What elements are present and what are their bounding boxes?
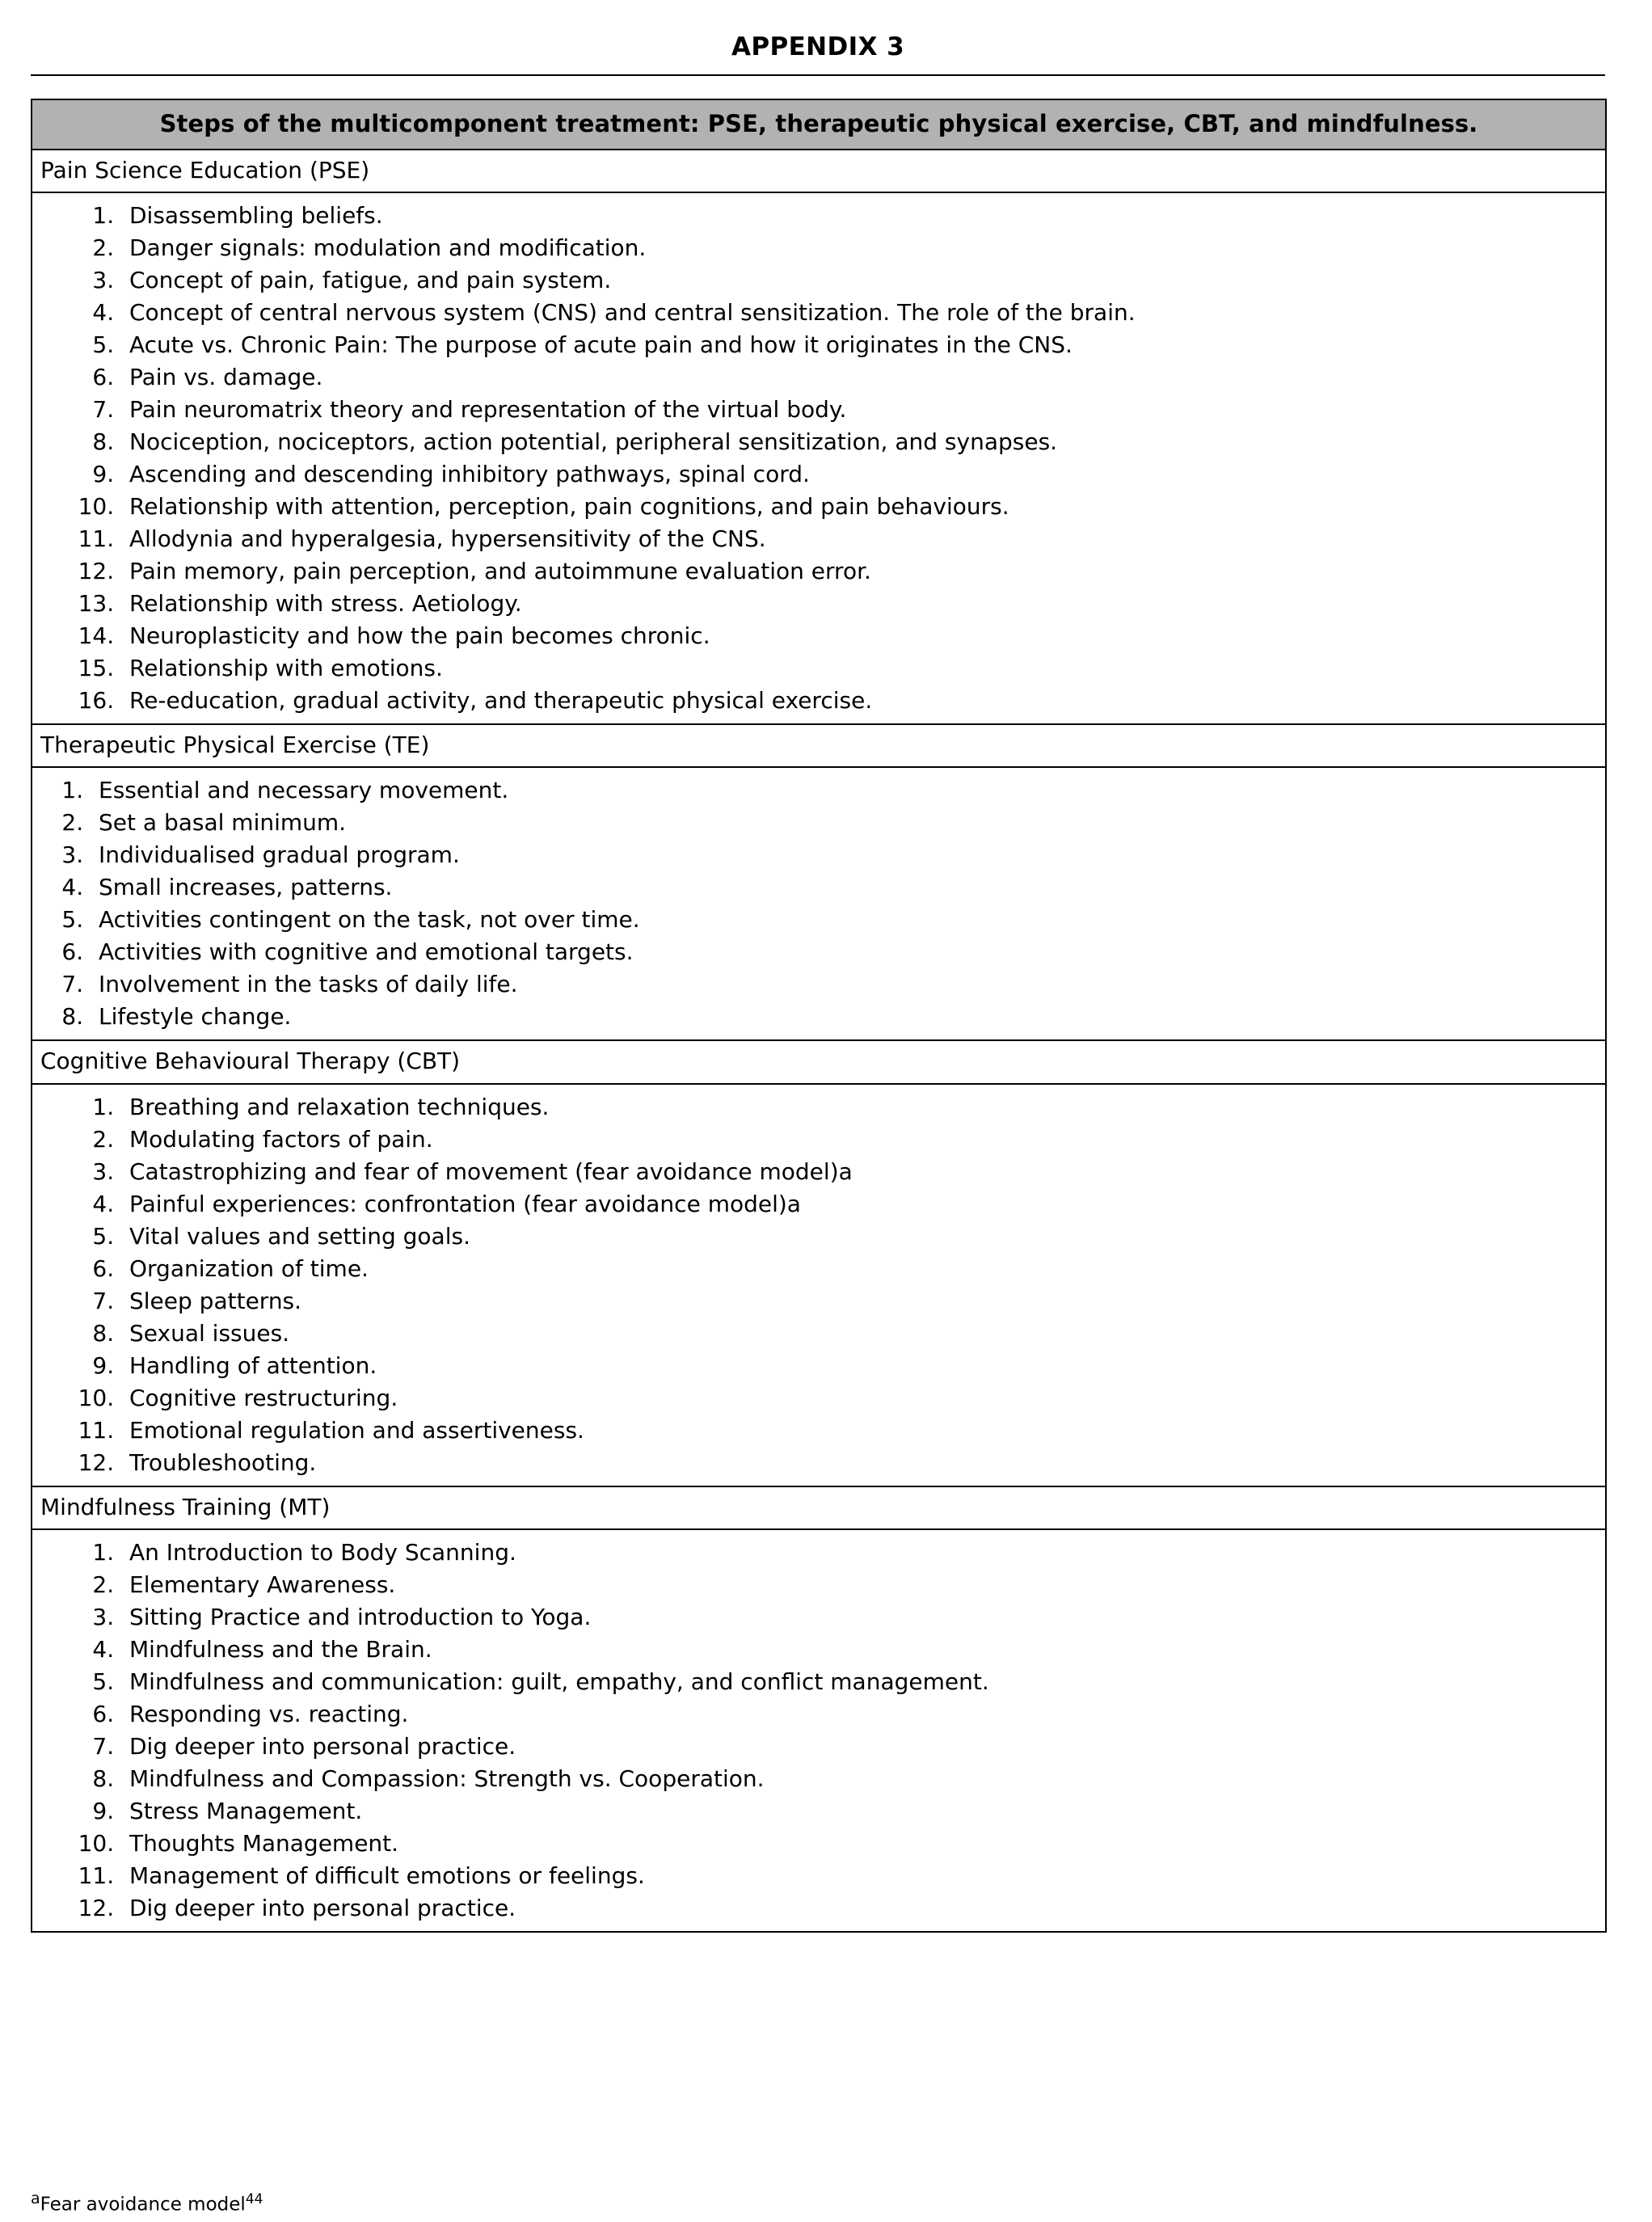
list-item: 10. Relationship with attention, perception, pain cognitions, and pain behaviours.	[121, 495, 1605, 518]
list-item: 13. Relationship with stress. Aetiology.	[121, 592, 1605, 615]
list-item: 8. Sexual issues.	[121, 1322, 1605, 1345]
list-item: 3. Individualised gradual program.	[91, 844, 1605, 866]
list-item: 4. Small increases, patterns.	[91, 876, 1605, 899]
table-header-row	[32, 99, 1606, 150]
section-heading-mt: Mindfulness Training (MT)	[32, 1486, 1606, 1529]
list-item: 3. Sitting Practice and introduction to Yoga.	[121, 1606, 1605, 1629]
list-item: 1. An Introduction to Body Scanning.	[121, 1541, 1605, 1564]
list-item: 9. Stress Management.	[121, 1800, 1605, 1823]
section-list-pse	[32, 202, 1605, 715]
footnote-reference: 44	[245, 2191, 263, 2208]
list-item: 4. Painful experiences: confrontation (fear avoidance model)a	[121, 1193, 1605, 1216]
list-item: 7. Involvement in the tasks of daily life.	[91, 973, 1605, 996]
section-list-row-pse	[32, 192, 1606, 724]
list-item: 11. Management of difficult emotions or feelings.	[121, 1865, 1605, 1887]
list-item: 8. Nociception, nociceptors, action potential, peripheral sensitization, and synapses.	[121, 431, 1605, 453]
list-item: 7. Dig deeper into personal practice.	[121, 1735, 1605, 1758]
list-item: 4. Mindfulness and the Brain.	[121, 1638, 1605, 1661]
section-list-row-mt	[32, 1529, 1606, 1932]
table-header-cell: Steps of the multicomponent treatment: PSE, therapeutic physical exercise, CBT, and mindfulness.	[32, 99, 1606, 150]
list-item: 10. Thoughts Management.	[121, 1832, 1605, 1855]
title-divider	[31, 74, 1605, 76]
list-item: 9. Ascending and descending inhibitory pathways, spinal cord.	[121, 463, 1605, 486]
list-item: 12. Pain memory, pain perception, and autoimmune evaluation error.	[121, 560, 1605, 583]
section-list-te	[32, 777, 1605, 1031]
footnote-text: Fear avoidance model	[40, 2194, 246, 2216]
section-heading-row-pse	[32, 150, 1606, 192]
list-item: 11. Emotional regulation and assertiveness.	[121, 1419, 1605, 1442]
list-item: 6. Activities with cognitive and emotional targets.	[91, 941, 1605, 963]
list-item: 1. Disassembling beliefs.	[121, 204, 1605, 227]
list-item: 12. Dig deeper into personal practice.	[121, 1897, 1605, 1920]
list-item: 5. Vital values and setting goals.	[121, 1225, 1605, 1248]
footnote-marker: a	[31, 2190, 40, 2208]
section-list-cbt	[32, 1093, 1605, 1476]
section-list-row-te	[32, 767, 1606, 1040]
list-item: 4. Concept of central nervous system (CNS) and central sensitization. The role of the brain.	[121, 301, 1605, 324]
list-item: 3. Concept of pain, fatigue, and pain system.	[121, 269, 1605, 292]
list-item: 10. Cognitive restructuring.	[121, 1387, 1605, 1410]
section-heading-cbt: Cognitive Behavioural Therapy (CBT)	[32, 1040, 1606, 1083]
list-item: 8. Mindfulness and Compassion: Strength vs. Cooperation.	[121, 1768, 1605, 1790]
list-item: 2. Modulating factors of pain.	[121, 1128, 1605, 1151]
list-item: 7. Pain neuromatrix theory and representation of the virtual body.	[121, 398, 1605, 421]
list-item: 15. Relationship with emotions.	[121, 657, 1605, 680]
treatment-steps-table	[31, 99, 1607, 1933]
section-heading-pse: Pain Science Education (PSE)	[32, 150, 1606, 192]
list-item: 6. Responding vs. reacting.	[121, 1703, 1605, 1726]
section-list-mt	[32, 1538, 1605, 1921]
list-item: 2. Elementary Awareness.	[121, 1574, 1605, 1596]
list-item: 2. Danger signals: modulation and modification.	[121, 237, 1605, 259]
list-item: 1. Breathing and relaxation techniques.	[121, 1096, 1605, 1119]
section-heading-row-cbt	[32, 1040, 1606, 1083]
list-item: 5. Activities contingent on the task, not over time.	[91, 909, 1605, 931]
page-title: APPENDIX 3	[731, 32, 905, 61]
list-item: 5. Mindfulness and communication: guilt, empathy, and conflict management.	[121, 1671, 1605, 1693]
list-item: 6. Organization of time.	[121, 1258, 1605, 1280]
section-list-row-cbt	[32, 1084, 1606, 1486]
list-item: 16. Re-education, gradual activity, and therapeutic physical exercise.	[121, 689, 1605, 712]
list-item: 5. Acute vs. Chronic Pain: The purpose of acute pain and how it originates in the CNS.	[121, 334, 1605, 356]
section-heading-row-te	[32, 724, 1606, 767]
footnote	[31, 2190, 263, 2216]
section-heading-te: Therapeutic Physical Exercise (TE)	[32, 724, 1606, 767]
list-item: 9. Handling of attention.	[121, 1355, 1605, 1377]
list-item: 12. Troubleshooting.	[121, 1452, 1605, 1474]
list-item: 3. Catastrophizing and fear of movement (fear avoidance model)a	[121, 1161, 1605, 1183]
list-item: 8. Lifestyle change.	[91, 1006, 1605, 1028]
list-item: 6. Pain vs. damage.	[121, 366, 1605, 389]
section-heading-row-mt	[32, 1486, 1606, 1529]
list-item: 14. Neuroplasticity and how the pain becomes chronic.	[121, 625, 1605, 647]
list-item: 7. Sleep patterns.	[121, 1290, 1605, 1313]
list-item: 11. Allodynia and hyperalgesia, hypersensitivity of the CNS.	[121, 528, 1605, 550]
list-item: 1. Essential and necessary movement.	[91, 779, 1605, 802]
list-item: 2. Set a basal minimum.	[91, 812, 1605, 834]
